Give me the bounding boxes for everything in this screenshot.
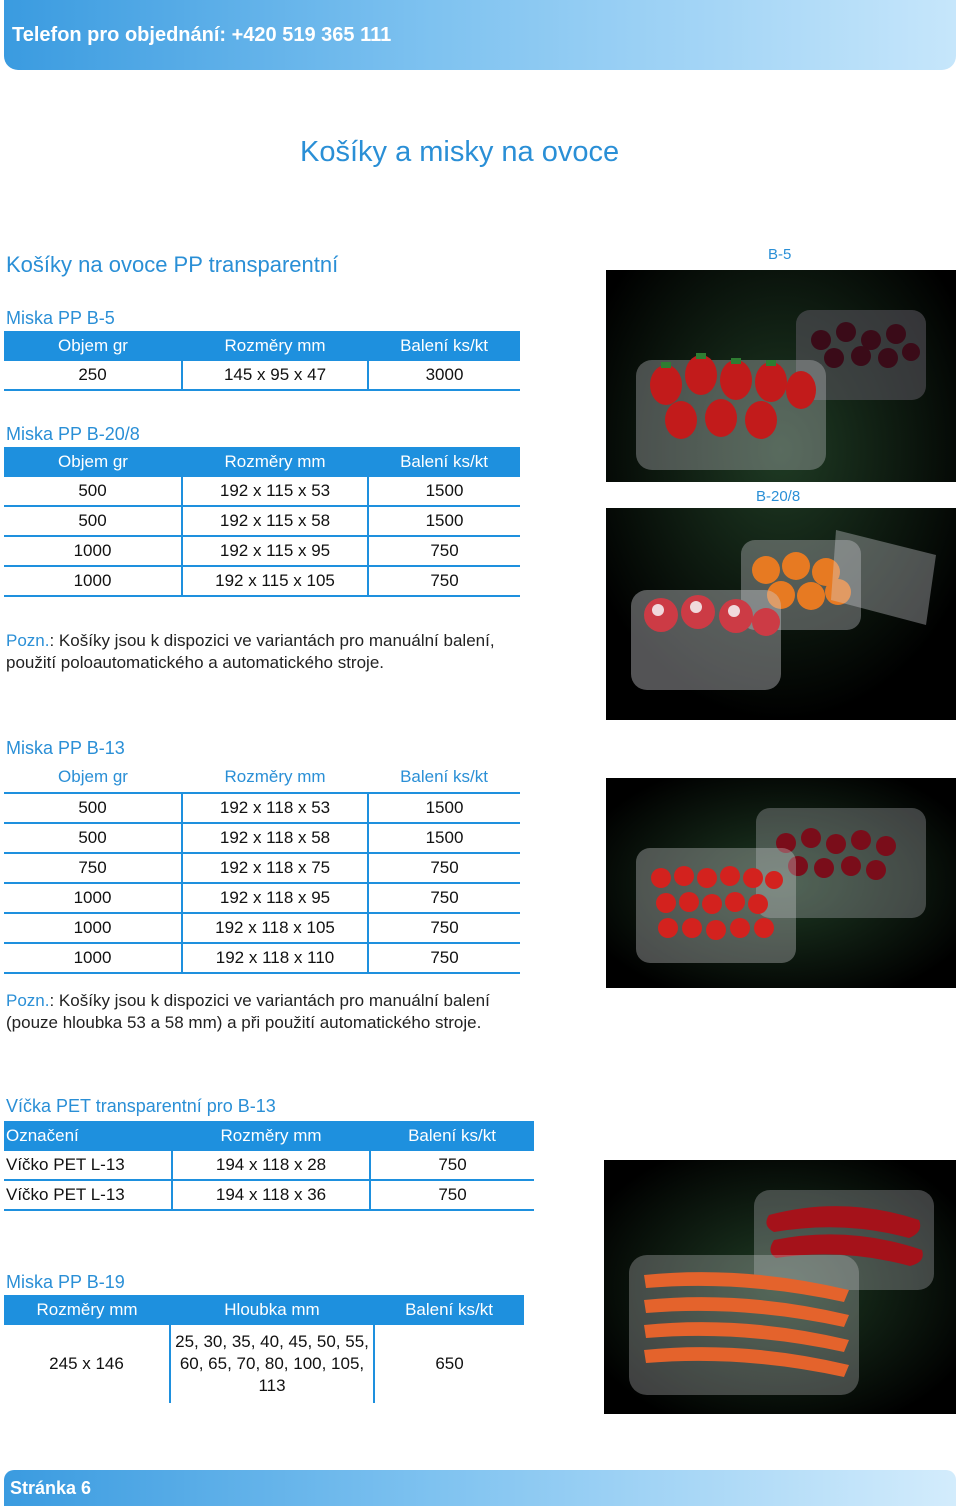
cell-dimensions: 192 x 115 x 95	[182, 536, 368, 566]
cell-volume: 500	[4, 793, 182, 823]
cell-dimensions: 192 x 118 x 58	[182, 823, 368, 853]
cell-dimensions: 192 x 118 x 95	[182, 883, 368, 913]
col-header-depth: Hloubka mm	[170, 1295, 374, 1325]
table-row	[4, 1180, 534, 1210]
col-header-dimensions: Rozměry mm	[182, 762, 368, 793]
cell-designation: Víčko PET L-13	[4, 1180, 172, 1210]
cell-packaging: 750	[368, 913, 520, 943]
cell-dimensions: 192 x 115 x 105	[182, 566, 368, 596]
photo-label-b20-wrap	[750, 486, 806, 508]
photo-label-b5: B-5	[768, 246, 792, 263]
cell-packaging: 1500	[368, 823, 520, 853]
b20-note	[6, 630, 516, 674]
cell-dimensions: 192 x 118 x 110	[182, 943, 368, 973]
cell-packaging: 750	[368, 536, 520, 566]
lids-title: Víčka PET transparentní pro B-13	[6, 1096, 276, 1116]
cell-volume: 500	[4, 477, 182, 506]
cell-packaging: 1500	[368, 793, 520, 823]
cell-dimensions: 192 x 118 x 53	[182, 793, 368, 823]
cell-packaging: 3000	[368, 361, 520, 390]
note-label: Pozn.	[6, 631, 50, 650]
cell-depth: 25, 30, 35, 40, 45, 50, 55, 60, 65, 70, 80, 100, 105, 113	[170, 1325, 374, 1403]
cell-volume: 500	[4, 506, 182, 536]
cell-packaging: 750	[368, 883, 520, 913]
col-header-volume: Objem gr	[4, 331, 182, 361]
cell-dimensions: 192 x 115 x 58	[182, 506, 368, 536]
cell-designation: Víčko PET L-13	[4, 1151, 172, 1180]
cell-dimensions: 192 x 118 x 105	[182, 913, 368, 943]
col-header-packaging: Balení ks/kt	[368, 331, 520, 361]
col-header-volume: Objem gr	[4, 447, 182, 477]
b13-title: Miska PP B-13	[6, 738, 125, 758]
header-bar	[4, 0, 956, 70]
b5-title: Miska PP B-5	[6, 308, 115, 328]
cell-packaging: 650	[435, 1354, 464, 1373]
table-row	[4, 883, 520, 913]
page-title: Košíky a misky na ovoce	[300, 136, 620, 168]
b13-note	[6, 990, 511, 1034]
table-row	[4, 477, 520, 506]
table-row	[4, 913, 520, 943]
cell-dimensions: 194 x 118 x 36	[172, 1180, 370, 1210]
cell-volume: 750	[4, 853, 182, 883]
photo-label-b20: B-20/8	[756, 488, 801, 505]
col-header-dimensions: Rozměry mm	[182, 447, 368, 477]
cell-dimensions: 192 x 118 x 75	[182, 853, 368, 883]
cell-volume: 500	[4, 823, 182, 853]
b19-table	[4, 1295, 524, 1403]
peppers-carrots-image	[604, 1160, 956, 1414]
table-row	[4, 566, 520, 596]
footer-bar	[4, 1470, 956, 1506]
section-subtitle: Košíky na ovoce PP transparentní	[6, 252, 339, 277]
cell-packaging: 750	[370, 1180, 534, 1210]
note-label: Pozn.	[6, 991, 50, 1010]
cell-dimensions: 145 x 95 x 47	[182, 361, 368, 390]
col-header-packaging: Balení ks/kt	[370, 1121, 534, 1151]
cell-dimensions: 194 x 118 x 28	[172, 1151, 370, 1180]
table-row	[4, 943, 520, 973]
table-row	[4, 1151, 534, 1180]
cell-volume: 1000	[4, 883, 182, 913]
table-row	[4, 1325, 524, 1403]
cell-volume: 1000	[4, 536, 182, 566]
table-row	[4, 823, 520, 853]
col-header-volume: Objem gr	[4, 762, 182, 793]
b20-title: Miska PP B-20/8	[6, 424, 140, 444]
table-row	[4, 853, 520, 883]
lids-table	[4, 1121, 534, 1211]
phone-text: Telefon pro objednání: +420 519 365 111	[12, 24, 392, 46]
photo-b19	[604, 1160, 956, 1414]
b13-table	[4, 762, 520, 974]
cell-dimensions: 245 x 146	[49, 1354, 124, 1373]
col-header-designation: Označení	[4, 1121, 172, 1151]
cell-packaging: 750	[368, 853, 520, 883]
cell-dimensions: 192 x 115 x 53	[182, 477, 368, 506]
cell-volume: 1000	[4, 943, 182, 973]
cell-packaging: 750	[368, 943, 520, 973]
cell-volume: 250	[4, 361, 182, 390]
col-header-packaging: Balení ks/kt	[368, 447, 520, 477]
photo-b13	[606, 778, 956, 988]
cell-packaging: 1500	[368, 506, 520, 536]
tomatoes-cherries-image	[606, 778, 956, 988]
cell-volume: 1000	[4, 913, 182, 943]
cell-volume: 1000	[4, 566, 182, 596]
cell-packaging: 750	[368, 566, 520, 596]
table-row	[4, 793, 520, 823]
cell-packaging: 1500	[368, 477, 520, 506]
col-header-dimensions: Rozměry mm	[172, 1121, 370, 1151]
table-row	[4, 536, 520, 566]
col-header-packaging: Balení ks/kt	[368, 762, 520, 793]
table-row	[4, 361, 520, 390]
note-text: : Košíky jsou k dispozici ve variantách pro manuální balení, použití poloautomatického a automatického stroje.	[6, 631, 495, 672]
col-header-dimensions: Rozměry mm	[182, 331, 368, 361]
b5-table	[4, 331, 520, 391]
b19-title: Miska PP B-19	[6, 1272, 125, 1292]
b20-table	[4, 447, 520, 597]
table-row	[4, 506, 520, 536]
page-number: Stránka 6	[10, 1478, 92, 1498]
note-text: : Košíky jsou k dispozici ve variantách pro manuální balení (pouze hloubka 53 a 58 mm) a při použití automatického stroje.	[6, 991, 490, 1032]
col-header-dimensions: Rozměry mm	[4, 1295, 170, 1325]
col-header-packaging: Balení ks/kt	[374, 1295, 524, 1325]
cell-packaging: 750	[370, 1151, 534, 1180]
